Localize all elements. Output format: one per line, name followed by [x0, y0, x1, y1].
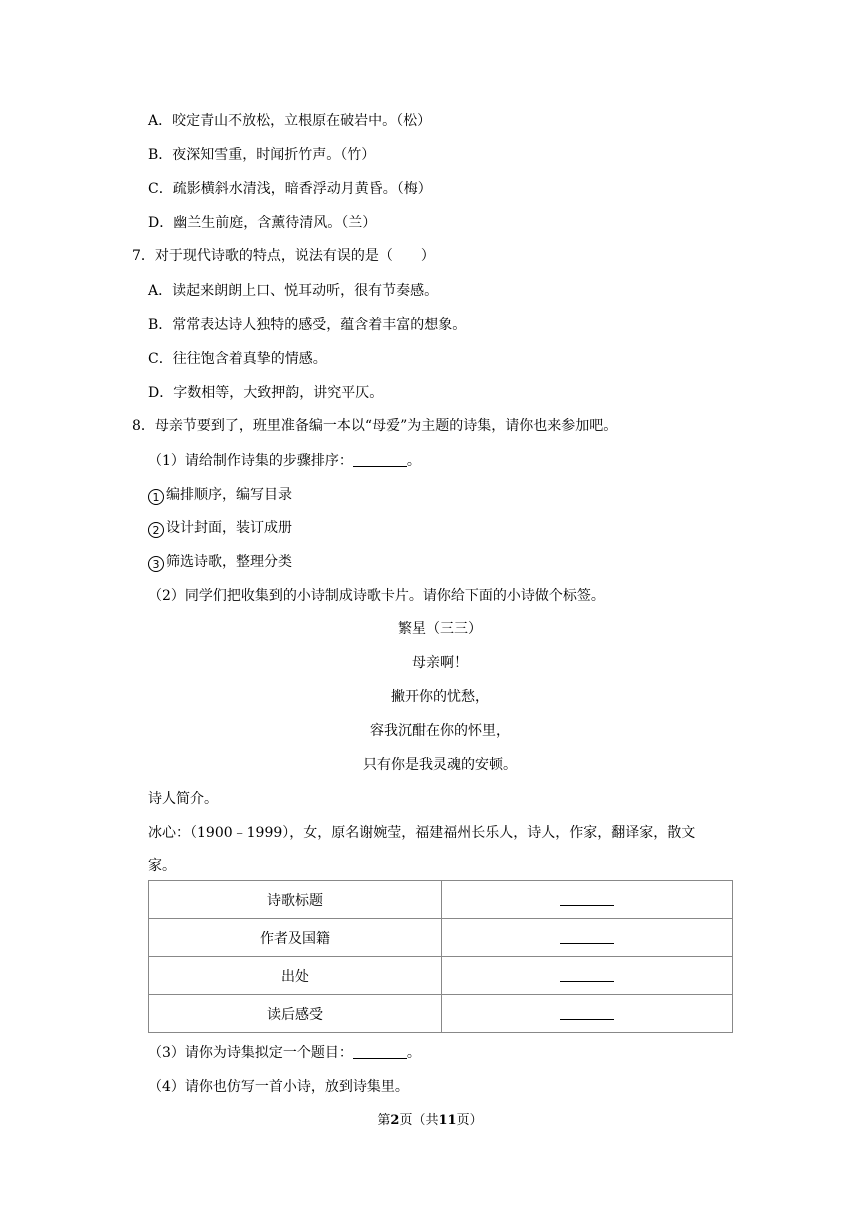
poem-line: 只有你是我灵魂的安顿。 [363, 757, 517, 773]
table-row [149, 995, 733, 1033]
table-row [149, 919, 733, 957]
page-number: 2 [390, 1113, 400, 1128]
q8-part4: （4）请你也仿写一首小诗，放到诗集里。 [148, 1079, 409, 1095]
poem-line: 容我沉酣在你的怀里， [370, 723, 510, 739]
table-answer-cell [442, 995, 733, 1033]
poem-label-table [148, 880, 733, 1033]
step-item [148, 485, 292, 505]
poet-intro-text-cont: 家。 [148, 858, 176, 874]
q8-part3-text: （3）请你为诗集拟定一个题目： [148, 1045, 353, 1061]
step-item [148, 518, 292, 538]
answer-blank [353, 452, 407, 467]
q8-part1-text: （1）请给制作诗集的步骤排序： [148, 453, 353, 469]
q7-option-c: C．往往饱含着真挚的情感。 [148, 351, 327, 367]
circled-number: 2 [148, 522, 164, 538]
table-label: 诗歌标题 [149, 881, 442, 919]
footer-text: 第 [377, 1113, 391, 1128]
table-label: 读后感受 [149, 995, 442, 1033]
page-footer [0, 1111, 860, 1131]
q7-option-a: A．读起来朗朗上口、悦耳动听，很有节奏感。 [148, 283, 439, 299]
q8-stem: 8．母亲节要到了，班里准备编一本以“母爱”为主题的诗集，请你也来参加吧。 [132, 418, 618, 434]
q8-part3-end: 。 [406, 1045, 421, 1061]
table-row [149, 957, 733, 995]
q6-option-b: B．夜深知雪重，时闻折竹声。（竹） [148, 147, 376, 163]
answer-blank [353, 1044, 407, 1059]
circled-number: 1 [148, 489, 164, 505]
footer-text: 页（共 [399, 1113, 439, 1128]
answer-blank [560, 1005, 614, 1020]
total-pages: 11 [438, 1113, 457, 1128]
table-label: 出处 [149, 957, 442, 995]
q6-option-a: A．咬定青山不放松，立根原在破岩中。（松） [148, 113, 432, 129]
poem-line: 撇开你的忧愁， [391, 689, 489, 705]
q7-stem: 7．对于现代诗歌的特点，说法有误的是（ ） [132, 248, 435, 264]
poem-title: 繁星（三三） [398, 621, 482, 637]
q7-option-b: B．常常表达诗人独特的感受，蕴含着丰富的想象。 [148, 317, 467, 333]
q7-option-d: D．字数相等，大致押韵，讲究平仄。 [148, 385, 384, 401]
q6-option-c: C．疏影横斜水清浅，暗香浮动月黄昏。（梅） [148, 181, 432, 197]
table-row [149, 881, 733, 919]
q6-option-d: D．幽兰生前庭，含薰待清风。（兰） [148, 215, 377, 231]
poet-intro-title: 诗人简介。 [148, 791, 218, 807]
answer-blank [560, 929, 614, 944]
step-item [148, 552, 292, 572]
step-text: 设计封面，装订成册 [166, 520, 292, 536]
step-text: 筛选诗歌，整理分类 [166, 554, 292, 570]
answer-blank [560, 891, 614, 906]
poet-intro-text: 冰心：（1900﹣1999），女，原名谢婉莹，福建福州长乐人，诗人，作家，翻译家，散文 [148, 825, 696, 841]
answer-blank [560, 967, 614, 982]
q8-part1 [148, 451, 421, 471]
table-answer-cell [442, 919, 733, 957]
step-text: 编排顺序，编写目录 [166, 487, 292, 503]
poem-line: 母亲啊！ [412, 655, 468, 671]
table-label: 作者及国籍 [149, 919, 442, 957]
q8-part3 [148, 1043, 421, 1063]
table-answer-cell [442, 957, 733, 995]
q8-part1-end: 。 [406, 453, 421, 469]
table-answer-cell [442, 881, 733, 919]
footer-text: 页） [456, 1113, 483, 1128]
circled-number: 3 [148, 556, 164, 572]
q8-part2: （2）同学们把收集到的小诗制成诗歌卡片。请你给下面的小诗做个标签。 [148, 588, 605, 604]
